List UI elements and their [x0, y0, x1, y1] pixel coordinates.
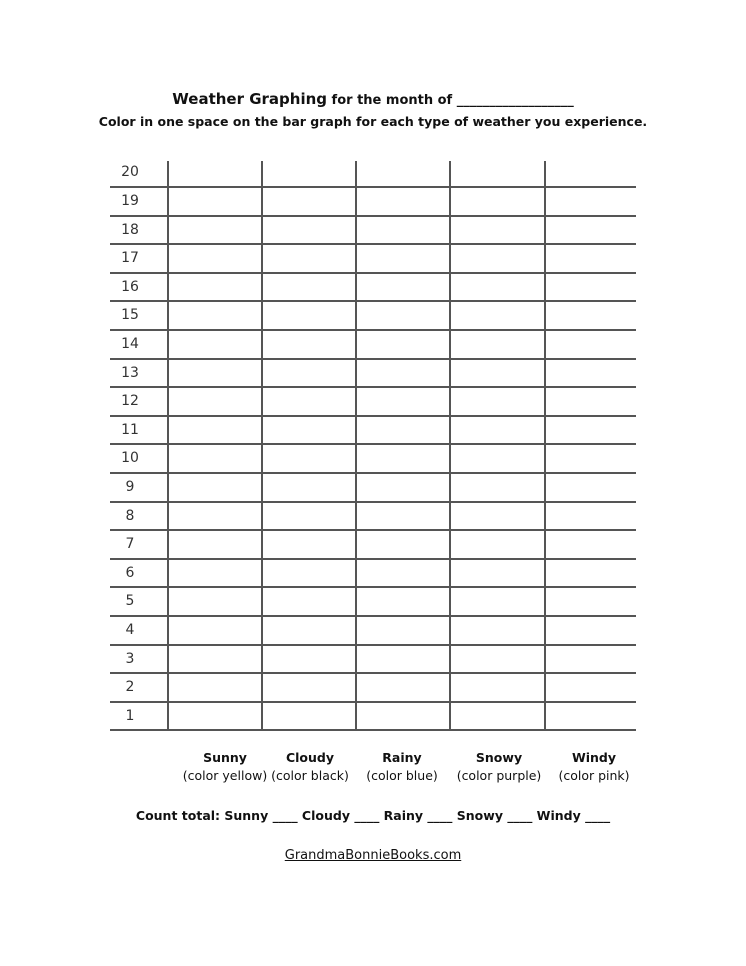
- graph-cell-cloudy-5[interactable]: [263, 588, 355, 615]
- graph-cell-windy-11[interactable]: [546, 417, 635, 444]
- graph-cell-sunny-19[interactable]: [169, 188, 261, 215]
- graph-cell-sunny-10[interactable]: [169, 445, 261, 472]
- graph-cell-sunny-3[interactable]: [169, 646, 261, 673]
- graph-cell-cloudy-11[interactable]: [263, 417, 355, 444]
- graph-cell-windy-9[interactable]: [546, 474, 635, 501]
- graph-cell-rainy-18[interactable]: [357, 217, 449, 244]
- graph-cell-rainy-20[interactable]: [357, 159, 449, 186]
- graph-cell-snowy-17[interactable]: [451, 245, 544, 272]
- graph-cell-windy-2[interactable]: [546, 674, 635, 701]
- graph-cell-rainy-15[interactable]: [357, 302, 449, 329]
- graph-cell-rainy-16[interactable]: [357, 274, 449, 301]
- graph-cell-snowy-4[interactable]: [451, 617, 544, 644]
- graph-cell-windy-1[interactable]: [546, 703, 635, 730]
- graph-cell-snowy-6[interactable]: [451, 560, 544, 587]
- graph-cell-snowy-15[interactable]: [451, 302, 544, 329]
- count-total-line[interactable]: Count total: Sunny ____ Cloudy ____ Rainy ____ Snowy ____ Windy ____: [135, 808, 611, 823]
- graph-cell-cloudy-1[interactable]: [263, 703, 355, 730]
- month-blank[interactable]: __________________: [456, 93, 574, 108]
- graph-cell-cloudy-9[interactable]: [263, 474, 355, 501]
- graph-cell-windy-3[interactable]: [546, 646, 635, 673]
- y-axis-label: 1: [125, 707, 135, 724]
- graph-cell-rainy-14[interactable]: [357, 331, 449, 358]
- category-snowy: [451, 750, 547, 783]
- graph-cell-snowy-7[interactable]: [451, 531, 544, 558]
- graph-cell-sunny-6[interactable]: [169, 560, 261, 587]
- graph-cell-cloudy-19[interactable]: [263, 188, 355, 215]
- category-name: Sunny: [203, 750, 247, 765]
- graph-cell-cloudy-3[interactable]: [263, 646, 355, 673]
- y-axis-label: 18: [121, 221, 139, 238]
- graph-cell-sunny-13[interactable]: [169, 360, 261, 387]
- graph-cell-rainy-10[interactable]: [357, 445, 449, 472]
- graph-cell-snowy-5[interactable]: [451, 588, 544, 615]
- y-axis-label: 6: [125, 564, 135, 581]
- graph-cell-rainy-2[interactable]: [357, 674, 449, 701]
- graph-cell-cloudy-7[interactable]: [263, 531, 355, 558]
- graph-cell-snowy-1[interactable]: [451, 703, 544, 730]
- graph-cell-sunny-18[interactable]: [169, 217, 261, 244]
- graph-cell-sunny-14[interactable]: [169, 331, 261, 358]
- graph-cell-snowy-11[interactable]: [451, 417, 544, 444]
- graph-cell-sunny-9[interactable]: [169, 474, 261, 501]
- grid-row-line: [110, 729, 636, 731]
- category-name: Windy: [571, 750, 617, 765]
- graph-cell-sunny-15[interactable]: [169, 302, 261, 329]
- graph-cell-cloudy-2[interactable]: [263, 674, 355, 701]
- graph-cell-windy-13[interactable]: [546, 360, 635, 387]
- y-axis-label: 9: [125, 479, 135, 495]
- graph-cell-windy-15[interactable]: [546, 302, 635, 329]
- graph-cell-sunny-2[interactable]: [169, 674, 261, 701]
- graph-cell-cloudy-20[interactable]: [263, 159, 355, 186]
- graph-cell-rainy-19[interactable]: [357, 188, 449, 215]
- y-axis-label: 7: [125, 536, 135, 553]
- category-color-note: (color yellow): [182, 768, 268, 783]
- graph-cell-sunny-12[interactable]: [169, 388, 261, 415]
- y-axis-label: 13: [121, 364, 139, 381]
- graph-cell-snowy-12[interactable]: [451, 388, 544, 415]
- graph-cell-rainy-6[interactable]: [357, 560, 449, 587]
- graph-cell-rainy-11[interactable]: [357, 417, 449, 444]
- bar-graph-grid: [110, 161, 636, 731]
- graph-cell-rainy-17[interactable]: [357, 245, 449, 272]
- graph-cell-sunny-20[interactable]: [169, 159, 261, 186]
- graph-cell-snowy-13[interactable]: [451, 360, 544, 387]
- graph-cell-cloudy-12[interactable]: [263, 388, 355, 415]
- y-axis-label: 16: [121, 278, 139, 295]
- y-axis-label: 20: [121, 164, 139, 181]
- graph-cell-windy-8[interactable]: [546, 503, 635, 530]
- graph-cell-rainy-13[interactable]: [357, 360, 449, 387]
- site-link[interactable]: GrandmaBonnieBooks.com: [284, 848, 462, 863]
- graph-cell-rainy-5[interactable]: [357, 588, 449, 615]
- graph-cell-snowy-20[interactable]: [451, 159, 544, 186]
- category-color-note: (color blue): [366, 768, 438, 783]
- instructions: Color in one space on the bar graph for each type of weather you experience.: [98, 114, 648, 129]
- y-axis-label: 19: [121, 193, 139, 209]
- graph-cell-rainy-12[interactable]: [357, 388, 449, 415]
- graph-cell-cloudy-4[interactable]: [263, 617, 355, 644]
- graph-cell-cloudy-16[interactable]: [263, 274, 355, 301]
- y-axis-label: 8: [125, 507, 135, 524]
- graph-cell-cloudy-14[interactable]: [263, 331, 355, 358]
- title-rest: for the month of: [327, 93, 457, 108]
- category-name: Cloudy: [285, 750, 335, 765]
- graph-cell-rainy-3[interactable]: [357, 646, 449, 673]
- category-name: Snowy: [475, 750, 523, 765]
- graph-cell-rainy-7[interactable]: [357, 531, 449, 558]
- y-axis-label: 2: [125, 679, 135, 696]
- graph-cell-windy-16[interactable]: [546, 274, 635, 301]
- graph-cell-sunny-8[interactable]: [169, 503, 261, 530]
- graph-cell-windy-10[interactable]: [546, 445, 635, 472]
- y-axis-label: 10: [121, 450, 139, 467]
- graph-cell-cloudy-18[interactable]: [263, 217, 355, 244]
- y-axis-label: 4: [125, 622, 135, 638]
- title-main: Weather Graphing: [172, 90, 328, 108]
- graph-cell-windy-5[interactable]: [546, 588, 635, 615]
- graph-cell-windy-17[interactable]: [546, 245, 635, 272]
- category-color-note: (color pink): [558, 768, 630, 783]
- y-axis-label: 11: [121, 421, 139, 438]
- y-axis-label: 15: [121, 307, 139, 324]
- y-axis-label: 14: [121, 336, 139, 352]
- graph-cell-sunny-4[interactable]: [169, 617, 261, 644]
- category-rainy: [354, 750, 450, 783]
- graph-cell-windy-18[interactable]: [546, 217, 635, 244]
- graph-cell-snowy-2[interactable]: [451, 674, 544, 701]
- graph-cell-snowy-19[interactable]: [451, 188, 544, 215]
- graph-cell-snowy-16[interactable]: [451, 274, 544, 301]
- graph-cell-cloudy-15[interactable]: [263, 302, 355, 329]
- y-axis-label: 12: [121, 393, 139, 410]
- graph-cell-snowy-10[interactable]: [451, 445, 544, 472]
- graph-cell-snowy-9[interactable]: [451, 474, 544, 501]
- graph-cell-sunny-1[interactable]: [169, 703, 261, 730]
- graph-cell-windy-19[interactable]: [546, 188, 635, 215]
- category-sunny: [177, 750, 273, 783]
- category-color-note: (color purple): [456, 768, 542, 783]
- graph-cell-windy-14[interactable]: [546, 331, 635, 358]
- graph-cell-cloudy-13[interactable]: [263, 360, 355, 387]
- graph-cell-sunny-5[interactable]: [169, 588, 261, 615]
- graph-cell-snowy-8[interactable]: [451, 503, 544, 530]
- y-axis-label: 5: [125, 593, 135, 610]
- graph-cell-rainy-9[interactable]: [357, 474, 449, 501]
- graph-cell-cloudy-17[interactable]: [263, 245, 355, 272]
- graph-cell-snowy-14[interactable]: [451, 331, 544, 358]
- graph-cell-windy-6[interactable]: [546, 560, 635, 587]
- worksheet-title: [0, 90, 746, 108]
- graph-cell-cloudy-8[interactable]: [263, 503, 355, 530]
- graph-cell-windy-7[interactable]: [546, 531, 635, 558]
- graph-cell-snowy-18[interactable]: [451, 217, 544, 244]
- category-windy: [546, 750, 642, 783]
- graph-cell-cloudy-6[interactable]: [263, 560, 355, 587]
- y-axis-label: 3: [125, 650, 135, 667]
- graph-cell-rainy-4[interactable]: [357, 617, 449, 644]
- category-cloudy: [262, 750, 358, 783]
- graph-cell-snowy-3[interactable]: [451, 646, 544, 673]
- graph-cell-rainy-1[interactable]: [357, 703, 449, 730]
- graph-cell-sunny-17[interactable]: [169, 245, 261, 272]
- category-name: Rainy: [382, 750, 422, 765]
- graph-cell-sunny-16[interactable]: [169, 274, 261, 301]
- category-color-note: (color black): [271, 768, 349, 783]
- graph-cell-sunny-11[interactable]: [169, 417, 261, 444]
- graph-cell-sunny-7[interactable]: [169, 531, 261, 558]
- graph-cell-windy-12[interactable]: [546, 388, 635, 415]
- graph-cell-rainy-8[interactable]: [357, 503, 449, 530]
- y-axis-label: 17: [121, 250, 139, 267]
- graph-cell-cloudy-10[interactable]: [263, 445, 355, 472]
- graph-cell-windy-4[interactable]: [546, 617, 635, 644]
- graph-cell-windy-20[interactable]: [546, 159, 635, 186]
